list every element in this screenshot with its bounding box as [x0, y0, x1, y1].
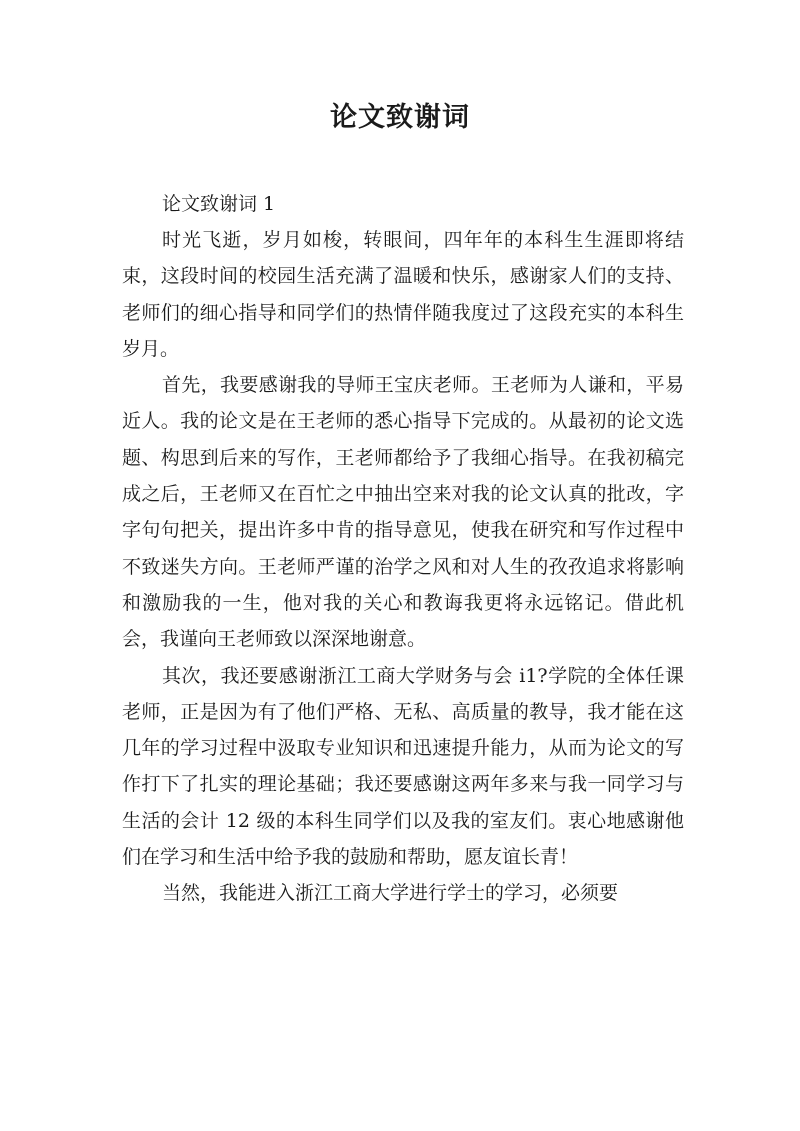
document-body [122, 186, 684, 912]
paragraph-advisor-thanks: 首先，我要感谢我的导师王宝庆老师。王老师为人谦和，平易近人。我的论文是在王老师的悉心指导下完成的。从最初的论文选题、构思到后来的写作，王老师都给予了我细心指导。在我初稿完成之后，王老师又在百忙之中抽出空来对我的论文认真的批改，字字句句把关，提出许多中肯的指导意见，使我在研究和写作过程中不致迷失方向。王老师严谨的治学之风和对人生的孜孜追求将影响和激励我的一生，他对我的关心和教诲我更将永远铭记。借此机会，我谨向王老师致以深深地谢意。 [122, 374, 684, 651]
section-heading: 论文致谢词 1 [162, 193, 276, 215]
document-title: 论文致谢词 [330, 102, 470, 133]
paragraph-intro: 时光飞逝，岁月如梭，转眼间，四年年的本科生生涯即将结束，这段时间的校园生活充满了温暖和快乐，感谢家人们的支持、老师们的细心指导和同学们的热情伴随我度过了这段充实的本科生岁月。 [122, 229, 684, 360]
paragraph-closing-partial: 当然，我能进入浙江工商大学进行学士的学习，必须要 [162, 882, 619, 905]
paragraph-faculty-thanks: 其次，我还要感谢浙江工商大学财务与会 i1?学院的全体任课老师，正是因为有了他们严格、无私、高质量的教导，我才能在这几年的学习过程中汲取专业知识和迅速提升能力，从而为论文的写作打下了扎实的理论基础；我还要感谢这两年多来与我一同学习与生活的会计 12 级的本科生同学们以及我的室友们。衷心地感谢他们在学习和生活中给予我的鼓励和帮助，愿友谊长青！ [122, 664, 684, 869]
